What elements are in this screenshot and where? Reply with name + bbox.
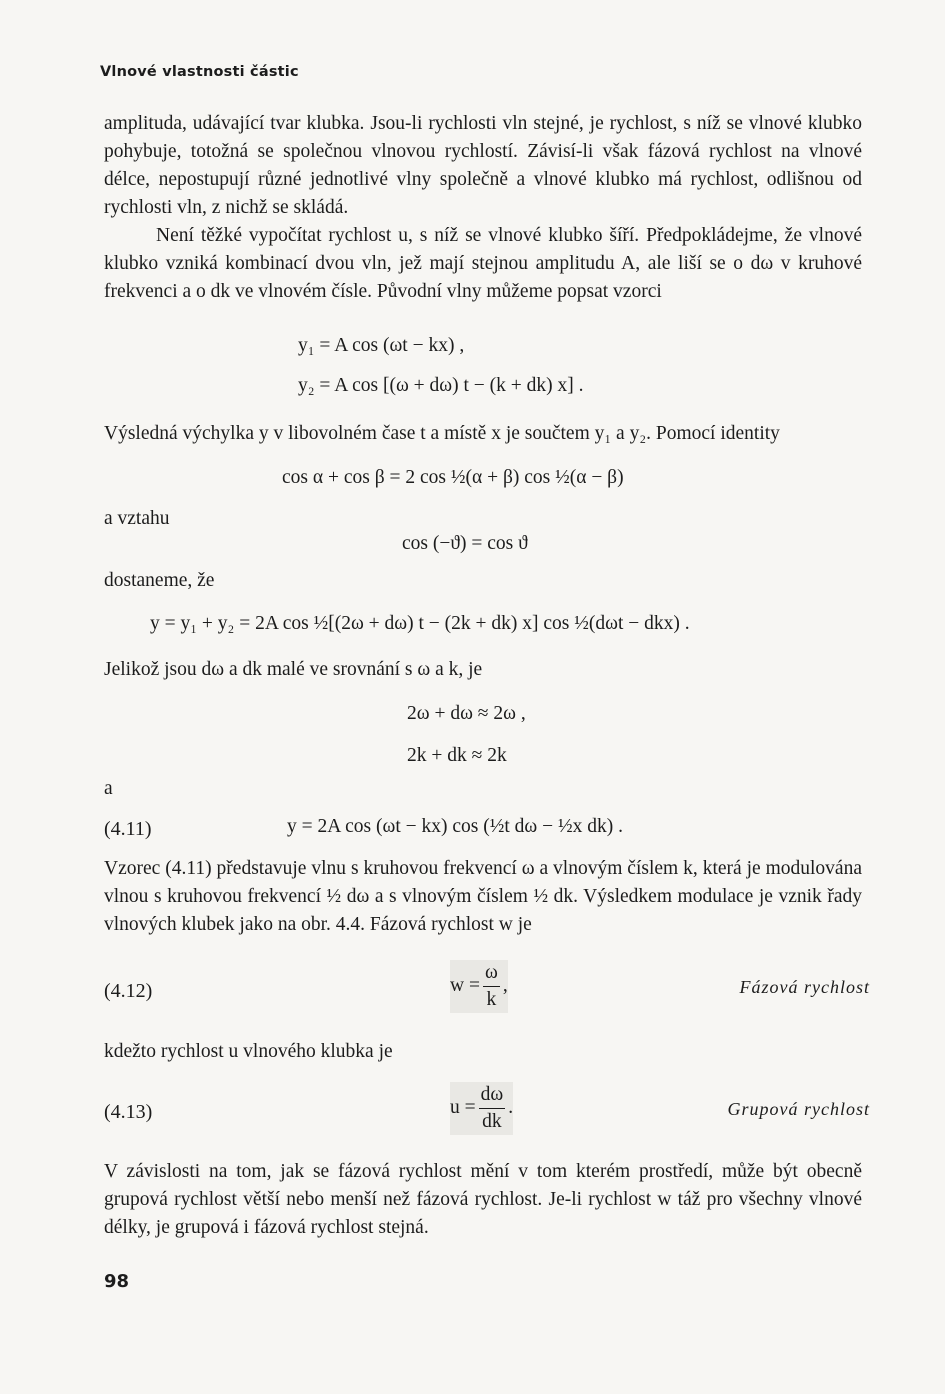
equation-y1: y₁ = A cos (ωt − kx) ,: [298, 335, 465, 356]
paragraph-dispersion: V závislosti na tom, jak se fázová rychlost mění v tom kterém prostředí, může být obecně grupová rychlost větší nebo menší než fázová rychlost. Je-li rychlost w táž pro všechny vlnové délky, je grupová i fázová rychlost stejná.: [104, 1161, 862, 1238]
paragraph-modulation: Vzorec (4.11) představuje vlnu s kruhovou frekvencí ω a vlnovým číslem k, která je modulována vlnou s kruhovou frekvencí ½ dω a s vlnovým číslem ½ dk. Výsledkem modulace je vznik řady vlnových klubek jako na obr. 4.4. Fázová rychlost w je: [104, 858, 862, 935]
equation-y2: y₂ = A cos [(ω + dω) t − (k + dk) x] .: [298, 375, 584, 396]
equation-4-11: y = 2A cos (ωt − kx) cos (½t dω − ½x dk) .: [287, 816, 623, 837]
equation-4-12: [450, 960, 508, 1013]
equation-period: .: [508, 1096, 514, 1118]
label-phase-velocity: Fázová rychlost: [739, 977, 870, 997]
fraction-domega-over-dk: [479, 1082, 506, 1135]
paragraph-small-differences: Jelikož jsou dω a dk malé ve srovnání s ω a k, je: [104, 659, 483, 680]
text-we-obtain: dostaneme, že: [104, 570, 215, 591]
fraction-numerator: dω: [479, 1082, 506, 1109]
equation-cos-even: cos (−ϑ) = cos ϑ: [402, 533, 528, 554]
equation-approx-omega: 2ω + dω ≈ 2ω ,: [407, 703, 526, 724]
equation-number-4-11: (4.11): [104, 818, 152, 840]
phase-velocity-lhs: w =: [450, 974, 480, 996]
paragraph-amplitude: amplituda, udávající tvar klubka. Jsou-li rychlosti vln stejné, je rychlost, s níž se vlnové klubko pohybuje, totožná se společnou vlnovou rychlostí. Závisí-li však fázová rychlost na vlnové délce, nepostupují různé jednotlivé vlny společně a vlnové klubko má rychlost, odlišnou od rychlosti vln, z nichž se skládá.: [104, 113, 862, 218]
group-velocity-lhs: u =: [450, 1096, 476, 1118]
paragraph-group-velocity-intro: Není těžké vypočítat rychlost u, s níž se vlnové klubko šíří. Předpokládejme, že vlnové klubko vzniká kombinací dvou vln, jež mají stejnou amplitudu A, ale liší se o dω v kruhové frekvenci a o dk ve vlnovém čísle. Původní vlny můžeme popsat vzorci: [104, 225, 862, 302]
text-group-velocity-intro: kdežto rychlost u vlnového klubka je: [104, 1041, 393, 1062]
equation-cos-sum-identity: cos α + cos β = 2 cos ½(α + β) cos ½(α − β): [282, 467, 624, 488]
equation-4-13: [450, 1082, 513, 1135]
label-group-velocity: Grupová rychlost: [727, 1099, 870, 1119]
fraction-denominator: dk: [482, 1111, 502, 1132]
equation-comma: ,: [502, 974, 508, 996]
paragraph-resulting-displacement: Výsledná výchylka y v libovolném čase t a místě x je součtem y₁ a y₂. Pomocí identity: [104, 423, 780, 444]
equation-approx-k: 2k + dk ≈ 2k: [407, 745, 507, 766]
equation-superposition: y = y₁ + y₂ = 2A cos ½[(2ω + dω) t − (2k + dk) x] cos ½(dωt − dkx) .: [150, 613, 690, 634]
running-header: Vlnové vlastnosti částic: [100, 64, 299, 80]
text-and: a: [104, 778, 113, 799]
text-and-relation: a vztahu: [104, 508, 170, 529]
page-number: 98: [104, 1271, 130, 1292]
fraction-omega-over-k: [483, 960, 500, 1013]
fraction-numerator: ω: [483, 960, 500, 987]
equation-number-4-13: (4.13): [104, 1101, 153, 1123]
equation-number-4-12: (4.12): [104, 980, 153, 1002]
fraction-denominator: k: [486, 989, 497, 1010]
